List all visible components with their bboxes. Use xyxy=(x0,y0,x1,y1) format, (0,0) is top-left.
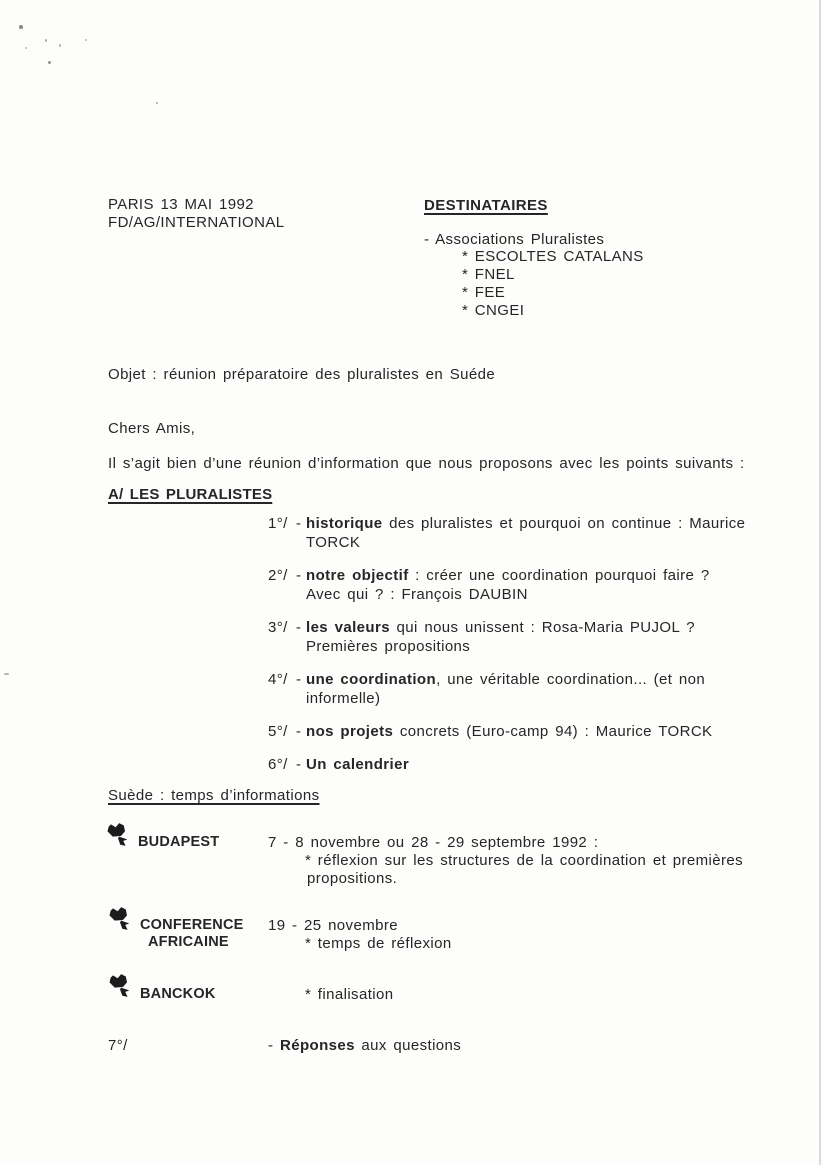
final-item-keyword: Réponses xyxy=(279,1037,355,1054)
final-item-text xyxy=(268,1037,461,1054)
agenda-item-text xyxy=(306,722,758,741)
agenda-item-text xyxy=(306,514,758,552)
agenda-item-dash: - xyxy=(296,515,302,532)
scan-speck xyxy=(4,673,9,675)
scan-speck xyxy=(48,61,51,64)
agenda-item-number: 5°/ xyxy=(268,723,288,740)
agenda-item xyxy=(268,755,758,774)
agenda-item-number: 6°/ xyxy=(268,756,288,773)
agenda-item-rest: concrets (Euro-camp 94) : Maurice TORCK xyxy=(393,723,713,740)
agenda-item-keyword: Un calendrier xyxy=(306,756,410,773)
agenda-item-number: 4°/ xyxy=(268,671,288,688)
scan-speck xyxy=(19,25,23,29)
event-name-conference-africaine xyxy=(140,917,244,951)
event-detail-continued: propositions. xyxy=(307,870,398,887)
event-detail: * réflexion sur les structures de la coordination et premières xyxy=(305,852,743,869)
final-item-number: 7°/ xyxy=(108,1037,128,1054)
event-date: 7 - 8 novembre ou 28 - 29 septembre 1992 : xyxy=(268,834,599,851)
agenda-item-dash: - xyxy=(296,671,302,688)
scan-speck xyxy=(59,44,61,47)
reference-line: FD/AG/INTERNATIONAL xyxy=(108,214,285,231)
agenda-item xyxy=(268,618,758,656)
recipient-item: * CNGEI xyxy=(462,302,525,319)
agenda-item-keyword: nos projets xyxy=(306,723,394,740)
agenda-item-keyword: notre objectif xyxy=(306,567,409,584)
agenda-item xyxy=(268,514,758,552)
recipients-title: DESTINATAIRES xyxy=(424,197,548,214)
recipients-block xyxy=(424,197,644,320)
agenda-item-rest: des pluralistes et pourquoi on continue : Maurice xyxy=(382,515,746,532)
agenda-item-keyword: les valeurs xyxy=(306,619,390,636)
event-date: 19 - 25 novembre xyxy=(268,917,398,934)
agenda-item-line2: Avec qui ? : François DAUBIN xyxy=(306,586,528,603)
agenda-list xyxy=(268,514,758,788)
agenda-item-dash: - xyxy=(296,723,302,740)
agenda-item-keyword: historique xyxy=(306,515,383,532)
agenda-item-text xyxy=(306,755,758,774)
agenda-item-line2: Premières propositions xyxy=(306,638,471,655)
agenda-item-text xyxy=(306,670,758,708)
agenda-item-text xyxy=(306,618,758,656)
event-budapest-details xyxy=(268,834,743,888)
sweden-section-title: Suède : temps d’informations xyxy=(108,787,320,804)
agenda-item-number: 1°/ xyxy=(268,515,288,532)
event-name-line2: AFRICAINE xyxy=(148,934,229,950)
agenda-item-rest: qui nous unissent : Rosa-Maria PUJOL ? xyxy=(389,619,695,636)
hand-pointer-icon xyxy=(106,973,134,1001)
agenda-item-dash: - xyxy=(296,619,302,636)
recipient-item: * FNEL xyxy=(462,266,515,283)
agenda-item-keyword: une coordination xyxy=(306,671,437,688)
recipients-list xyxy=(424,248,644,320)
event-name-line1: CONFERENCE xyxy=(140,917,244,933)
agenda-item-dash: - xyxy=(296,756,302,773)
event-detail: * temps de réflexion xyxy=(305,935,452,952)
event-name-banckok: BANCKOK xyxy=(140,986,216,1002)
scan-speck xyxy=(45,39,47,42)
agenda-item xyxy=(268,566,758,604)
final-item-rest: aux questions xyxy=(354,1037,462,1054)
salutation: Chers Amis, xyxy=(108,420,196,437)
letter-header xyxy=(108,196,285,232)
agenda-item-line2: informelle) xyxy=(306,690,381,707)
event-detail: * finalisation xyxy=(305,986,394,1003)
intro-paragraph: Il s’agit bien d’une réunion d’information que nous proposons avec les points suivants : xyxy=(108,455,745,472)
recipient-item: * ESCOLTES CATALANS xyxy=(462,248,644,265)
agenda-item-number: 3°/ xyxy=(268,619,288,636)
agenda-item-line2: TORCK xyxy=(306,534,361,551)
agenda-item-dash: - xyxy=(296,567,302,584)
event-conference-details xyxy=(268,917,452,953)
recipient-item: * FEE xyxy=(462,284,506,301)
agenda-item-rest: : créer une coordination pourquoi faire ? xyxy=(408,567,710,584)
scan-speck xyxy=(85,39,87,41)
hand-pointer-icon xyxy=(106,906,134,934)
final-item-dash: - xyxy=(268,1037,280,1054)
agenda-item xyxy=(268,670,758,708)
event-name-budapest: BUDAPEST xyxy=(138,834,220,850)
hand-pointer-icon xyxy=(104,822,132,850)
scan-speck xyxy=(156,102,158,104)
agenda-item-text xyxy=(306,566,758,604)
agenda-item-rest: , une véritable coordination... (et non xyxy=(436,671,706,688)
date-line: PARIS 13 MAI 1992 xyxy=(108,196,254,213)
scan-speck xyxy=(25,47,27,49)
section-a-title: A/ LES PLURALISTES xyxy=(108,486,273,503)
recipients-group: - Associations Pluralistes xyxy=(424,231,605,248)
agenda-item-number: 2°/ xyxy=(268,567,288,584)
agenda-item xyxy=(268,722,758,741)
subject-line: Objet : réunion préparatoire des pluralistes en Suéde xyxy=(108,366,496,383)
scan-edge-line xyxy=(819,0,821,1165)
